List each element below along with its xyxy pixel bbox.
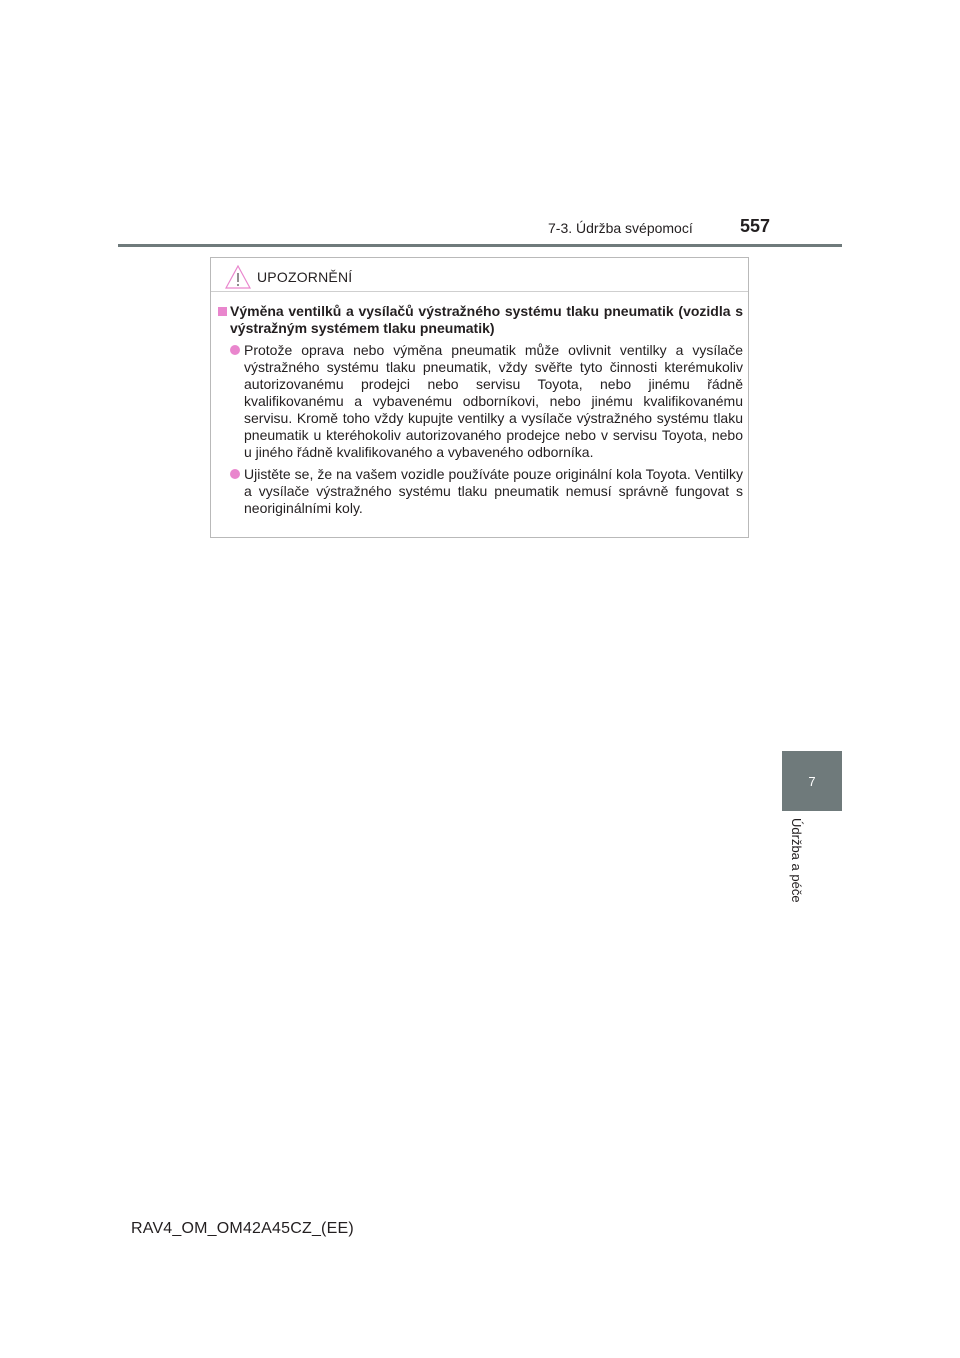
warning-title: UPOZORNĚNÍ <box>257 269 353 285</box>
warning-header <box>225 264 352 290</box>
chapter-tab <box>782 751 842 811</box>
circle-bullet-icon <box>230 469 240 479</box>
warning-box <box>210 257 749 538</box>
bullet-text: Protože oprava nebo výměna pneumatik může ovlivnit ventilky a vysílače výstražného systému tlaku pneumatik, vždy svěřte tyto činnosti kterémukoliv autorizovanému prodejci nebo servisu Toyota, nebo jinému řádně kvalifikovanému a vybavenému odborníkovi, nebo jinému kvalifikovanému servisu. Kromě toho vždy kupujte ventilky a vysílače výstražného systému tlaku pneumatik u kteréhokoliv autorizovaného prodejce nebo v servisu Toyota, nebo u jiného řádně kvalifikovaného a vybaveného odborníka. <box>244 342 743 460</box>
warning-triangle-icon <box>225 265 251 289</box>
warning-heading-row <box>218 303 743 337</box>
page-number: 557 <box>740 216 771 236</box>
chapter-number: 7 <box>808 773 816 789</box>
warning-content <box>218 303 743 517</box>
section-title: 7-3. Údržba svépomocí <box>548 220 693 236</box>
chapter-title: Údržba a péče <box>789 818 804 903</box>
header-divider <box>118 244 842 247</box>
list-item <box>230 342 743 461</box>
square-bullet-icon <box>218 307 227 316</box>
circle-bullet-icon <box>230 345 240 355</box>
list-item <box>230 466 743 517</box>
document-code: RAV4_OM_OM42A45CZ_(EE) <box>131 1220 354 1237</box>
warning-divider <box>211 291 748 292</box>
warning-heading: Výměna ventilků a vysílačů výstražného systému tlaku pneumatik (vozidla s výstražným systémem tlaku pneumatik) <box>230 303 743 336</box>
bullet-text: Ujistěte se, že na vašem vozidle používáte pouze originální kola Toyota. Ventilky a vysílače výstražného systému tlaku pneumatik nemusí správně fungovat s neoriginálními koly. <box>244 466 743 516</box>
